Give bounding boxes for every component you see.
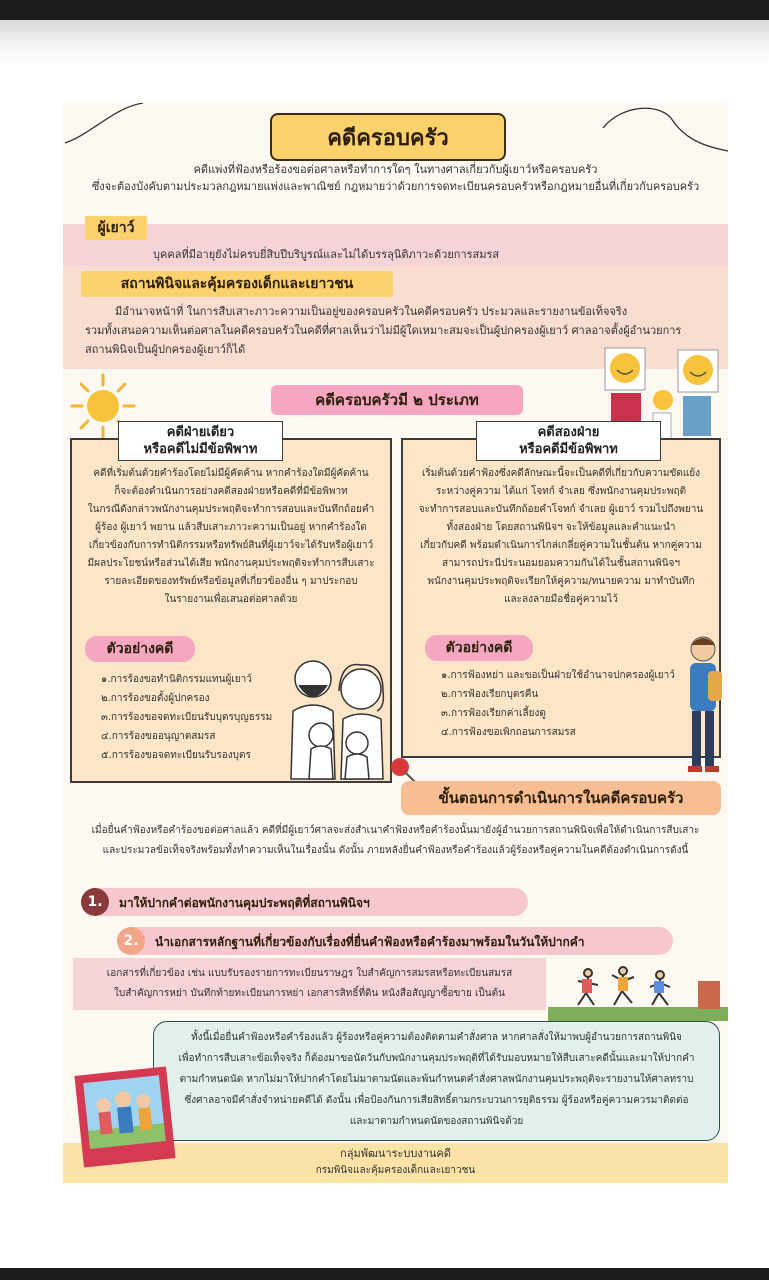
footer-line: กลุ่มพัฒนาระบบงานคดี (340, 1147, 451, 1160)
ex-parte-line: ก็จะต้องดำเนินการอย่างคดีสองฝ่ายหรือคดีที่มีข้อพิพาท (114, 486, 348, 497)
minor-heading: ผู้เยาว์ (85, 216, 147, 240)
ex-parte-case-title (118, 421, 283, 461)
top-status-bar (0, 0, 769, 20)
family-photo-icon (71, 1063, 179, 1171)
ex-parte-line: เกี่ยวข้องกับการทำนิติกรรมหรือทรัพย์สินที่ผู้เยาว์จะได้รับหรือผู้เยาว์ (88, 540, 374, 551)
ex-parte-examples-list (101, 670, 301, 765)
list-item: ๑.การร้องขอทำนิติกรรมแทนผู้เยาว์ (101, 674, 252, 685)
list-item: ๒.การร้องขอตั้งผู้ปกครอง (101, 693, 210, 704)
contested-examples-list (441, 666, 711, 742)
step-2-number: 2. (117, 927, 145, 955)
step-1-text: มาให้ปากคำต่อพนักงานคุมประพฤติที่สถานพินิจฯ (119, 896, 370, 910)
observation-heading: สถานพินิจและคุ้มครองเด็กและเยาวชน (81, 271, 393, 297)
intro-line: ซึ่งจะต้องบังคับตามประมวลกฎหมายแพ่งและพาณิชย์ กฎหมายว่าด้วยการจดทะเบียนครอบครัวหรือกฎหมายอื่นที่เกี่ยวกับครอบครัว (91, 180, 700, 193)
contested-title-line: คดีสองฝ่าย (537, 425, 600, 440)
list-item: ๔.การฟ้องขอเพิกถอนการสมรส (441, 727, 576, 738)
list-item: ๔.การร้องขออนุญาตสมรส (101, 731, 216, 742)
step-2-text: นำเอกสารหลักฐานที่เกี่ยวข้องกับเรื่องที่ยื่นคำฟ้องหรือคำร้องมาพร้อมในวันให้ปากคำ (155, 935, 585, 949)
minor-text: บุคคลที่มีอายุยังไม่ครบยี่สิบปีบริบูรณ์และไม่ได้บรรลุนิติภาวะด้วยการสมรส (153, 248, 500, 261)
contested-examples-heading: ตัวอย่างคดี (425, 635, 533, 661)
procedure-line: เมื่อยื่นคำฟ้องหรือคำร้องขอต่อศาลแล้ว คดีที่มีผู้เยาว์ศาลจะส่งสำเนาคำฟ้องหรือคำร้องนั้นมายังผู้อำนวยการสถานพินิจเพื่อให้ดำเนินการสืบเสาะ (91, 825, 700, 836)
procedure-line: และประมวลข้อเท็จจริงพร้อมทั้งทำความเห็นในเรื่องนั้น ดังนั้น ภายหลังยื่นคำฟ้องหรือคำร้องแล้วผู้ร้องหรือคู่ความในคดีต้องดำเนินการดังนี้ (102, 845, 689, 856)
contested-case-text (405, 465, 717, 609)
note-line: และมาตามกำหนดนัดของสถานพินิจด้วย (349, 1116, 524, 1127)
ex-parte-case-text (75, 465, 387, 609)
contested-line: เกี่ยวกับคดี พร้อมดำเนินการไกล่เกลี่ยคู่ความในชั้นต้น หากคู่ความ (420, 540, 702, 551)
contested-line: และลงลายมือชื่อคู่ความไว้ (504, 594, 618, 605)
list-item: ๕.การร้องขอจดทะเบียนรับรองบุตร (101, 750, 251, 761)
running-people-icon (548, 961, 728, 1021)
ex-parte-line: มีผลประโยชน์หรือส่วนได้เสีย พนักงานคุมประพฤติจะทำการสืบเสาะ (87, 558, 375, 569)
ex-parte-line: ในรายงานเพื่อเสนอต่อศาลด้วย (164, 594, 298, 605)
intro-text (63, 161, 728, 195)
family-drawing-icon (281, 651, 391, 781)
list-item: ๑.การฟ้องหย่า และขอเป็นฝ่ายใช้อำนาจปกครองผู้เยาว์ (441, 670, 675, 681)
note-line: ซึ่งศาลอาจมีคำสั่งจำหน่ายคดีได้ ดังนั้น เพื่อป้องกันการเสียสิทธิ์ตามกระบวนการยุติธรรม ผู้ร้องหรือคู่ความควรมาติดต่อ (184, 1095, 689, 1106)
case-types-heading: คดีครอบครัวมี ๒ ประเภท (271, 385, 523, 415)
note-line: เพื่อทำการสืบเสาะข้อเท็จจริง ก็ต้องมาขอนัดวันกับพนักงานคุมประพฤติที่ได้รับมอบหมายให้สืบเสาะคดีนั้นและมาให้ปากคำ (178, 1053, 695, 1064)
poster (63, 103, 728, 1183)
contested-title-line: หรือคดีมีข้อพิพาท (519, 442, 618, 457)
page-title: คดีครอบครัว (270, 113, 506, 161)
intro-line: คดีแพ่งที่ฟ้องหรือร้องขอต่อศาลหรือทำการใดๆ ในทางศาลเกี่ยวกับผู้เยาว์หรือครอบครัว (193, 163, 598, 176)
documents-line: ใบสำคัญการหย่า บันทึกท้ายทะเบียนการหย่า เอกสารสิทธิ์ที่ดิน หนังสือสัญญาซื้อขาย เป็นต้น (114, 988, 505, 999)
documents-line: เอกสารที่เกี่ยวข้อง เช่น แบบรับรองรายการทะเบียนราษฎร ใบสำคัญการสมรสหรือทะเบียนสมรส (106, 968, 513, 979)
list-item: ๓.การร้องขอจดทะเบียนรับบุตรบุญธรรม (101, 712, 273, 723)
step-1-number: 1. (81, 888, 109, 916)
contested-case-title (476, 421, 661, 461)
procedure-text (63, 821, 728, 861)
note-text (159, 1027, 714, 1132)
ex-parte-line: รายละเอียดของทรัพย์หรือข้อมูลที่เกี่ยวข้องอื่น ๆ มาประกอบ (104, 576, 358, 587)
ex-parte-line: ผู้ร้อง ผู้เยาว์ พยาน แล้วสืบเสาะภาวะความเป็นอยู่ หากคำร้องใด (95, 522, 367, 533)
contested-line: ทั้งสองฝ่าย โดยสถานพินิจฯ จะให้ข้อมูลและคำแนะนำ (446, 522, 676, 533)
bottom-bar (0, 1268, 769, 1280)
ex-parte-examples-heading: ตัวอย่างคดี (85, 636, 195, 662)
contested-line: สามารถประนีประนอมยอมความกันได้ในชั้นสถานพินิจฯ (441, 558, 681, 569)
list-item: ๓.การฟ้องเรียกค่าเลี้ยงดู (441, 708, 546, 719)
contested-line: ระหว่างคู่ความ ได้แก่ โจทก์ จำเลย ซึ่งพนักงานคุมประพฤติ (435, 486, 687, 497)
note-line: ทั้งนี้เมื่อยื่นคำฟ้องหรือคำร้องแล้ว ผู้ร้องหรือคู่ความต้องติดตามคำสั่งศาล หากศาลสั่งให้มาพบผู้อำนวยการสถานพินิจ (191, 1032, 682, 1043)
contested-line: เริ่มต้นด้วยคำฟ้องซึ่งคดีลักษณะนี้จะเป็นคดีที่เกี่ยวกับความขัดแย้ง (421, 468, 701, 479)
observation-line: มีอำนาจหน้าที่ ในการสืบเสาะภาวะความเป็นอยู่ของครอบครัวในคดีครอบครัว ประมวลและรายงานข้อเท็จจริง (115, 305, 628, 318)
footer-line: กรมพินิจและคุ้มครองเด็กและเยาวชน (315, 1165, 476, 1176)
boy-figure-icon (678, 631, 728, 781)
ex-parte-line: ในกรณีดังกล่าวพนักงานคุมประพฤติจะทำการสอบและบันทึกถ้อยคำ (87, 504, 375, 515)
ex-parte-title-line: คดีฝ่ายเดียว (166, 425, 235, 440)
contested-line: จะทำการสอบและบันทึกถ้อยคำโจทก์ จำเลย ผู้เยาว์ รวมไปถึงพยาน (418, 504, 704, 515)
top-gradient (0, 20, 769, 65)
observation-line: สถานพินิจเป็นผู้ปกครองผู้เยาว์ก็ได้ (85, 343, 246, 356)
procedure-heading: ขั้นตอนการดำเนินการในคดีครอบครัว (401, 781, 721, 815)
documents-text (73, 964, 546, 1004)
note-line: ตามกำหนดนัด หากไม่มาให้ปากคำโดยไม่มาตามนัดและพ้นกำหนดคำสั่งศาลพนักงานคุมประพฤติจะรายงานให้ศาลทราบ (179, 1074, 694, 1085)
contested-line: พนักงานคุมประพฤติจะเรียกให้คู่ความ/ทนายความ มาทำบันทึก (427, 576, 695, 587)
observation-line: รวมทั้งเสนอความเห็นต่อศาลในคดีครอบครัวในคดีที่ศาลเห็นว่าไม่มีผู้ใดเหมาะสมจะเป็นผู้ปกครองผู้เยาว์ ศาลอาจตั้งผู้อำนวยการ (85, 324, 682, 337)
ex-parte-title-line: หรือคดีไม่มีข้อพิพาท (143, 442, 258, 457)
list-item: ๒.การฟ้องเรียกบุตรคืน (441, 689, 539, 700)
ex-parte-line: คดีที่เริ่มต้นด้วยคำร้องโดยไม่มีผู้คัดค้าน หากคำร้องใดมีผู้คัดค้าน (93, 468, 369, 479)
